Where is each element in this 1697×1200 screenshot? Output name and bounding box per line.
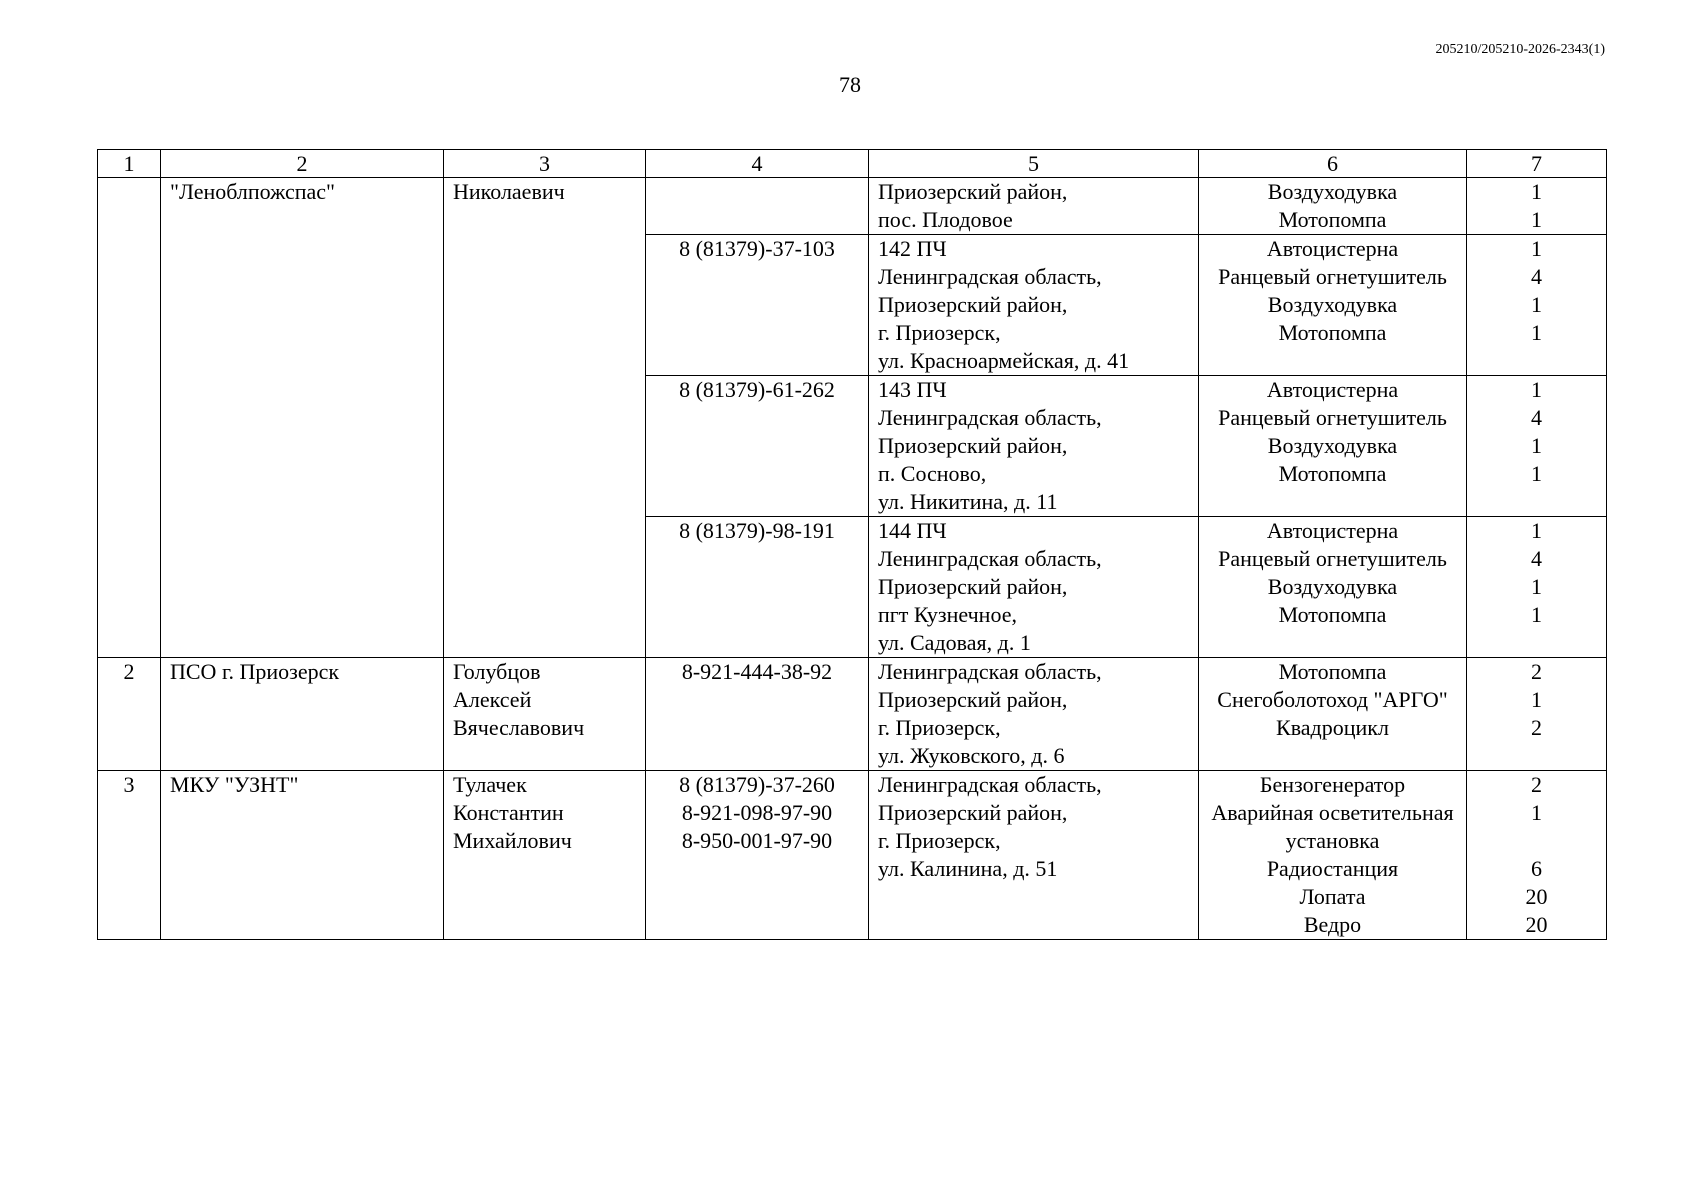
table-row — [98, 658, 1607, 771]
row-number: 3 — [123, 772, 135, 797]
address-line: ул. Красноармейская, д. 41 — [878, 348, 1130, 373]
count: 2 — [1531, 659, 1542, 684]
address-cell — [869, 771, 1199, 940]
address-line: Ленинградская область, — [878, 264, 1102, 289]
equipment-cell — [1199, 178, 1467, 235]
address-line: ул. Жуковского, д. 6 — [878, 743, 1065, 768]
header-cell: 2 — [161, 150, 444, 178]
equipment-item: Аварийная осветительная — [1211, 800, 1454, 825]
document-id: 205210/205210-2026-2343(1) — [1435, 42, 1605, 57]
count: 1 — [1531, 602, 1542, 627]
phone-cell — [646, 517, 869, 658]
table-row — [98, 178, 1607, 235]
row-number-cell — [98, 178, 161, 658]
equipment-item: Автоцистерна — [1266, 518, 1399, 543]
count: 1 — [1531, 292, 1542, 317]
count: 1 — [1531, 687, 1542, 712]
count: 1 — [1531, 800, 1542, 825]
equipment-item: Воздуходувка — [1267, 574, 1398, 599]
header-cell: 7 — [1467, 150, 1607, 178]
phone-cell — [646, 771, 869, 940]
org-name: "Леноблпожспас" — [170, 179, 335, 204]
person-cell — [444, 178, 646, 658]
equipment-cell — [1199, 658, 1467, 771]
count: 20 — [1525, 912, 1548, 937]
header-cell: 6 — [1199, 150, 1467, 178]
address-cell — [869, 517, 1199, 658]
org-name-cell — [161, 178, 444, 658]
phone: 8 (81379)-37-260 — [679, 772, 835, 797]
person-name: Константин — [453, 800, 564, 825]
equipment-item: Автоцистерна — [1266, 236, 1399, 261]
address-line: п. Сосново, — [878, 461, 987, 486]
address-line: г. Приозерск, — [878, 320, 1001, 345]
equipment-item: Мотопомпа — [1278, 461, 1387, 486]
phone: 8-921-098-97-90 — [681, 800, 833, 825]
count: 1 — [1531, 179, 1542, 204]
page-number: 78 — [839, 72, 861, 97]
count: 1 — [1531, 207, 1542, 232]
header-cell: 3 — [444, 150, 646, 178]
address-line: Приозерский район, — [878, 433, 1068, 458]
address-line: г. Приозерск, — [878, 715, 1001, 740]
address-line: Приозерский район, — [878, 574, 1068, 599]
address-line: Ленинградская область, — [878, 772, 1102, 797]
count: 4 — [1531, 405, 1542, 430]
count-spacer — [1467, 827, 1606, 855]
count: 2 — [1531, 772, 1542, 797]
person-name: Вячеславович — [453, 715, 585, 740]
equipment-table — [97, 149, 1607, 940]
address-line: 144 ПЧ — [878, 518, 947, 543]
count: 4 — [1531, 546, 1542, 571]
count: 1 — [1531, 236, 1542, 261]
address-line: Приозерский район, — [878, 800, 1068, 825]
count: 1 — [1531, 518, 1542, 543]
equipment-item: Ранцевый огнетушитель — [1218, 264, 1447, 289]
phone: 8-950-001-97-90 — [681, 828, 833, 853]
address-line: пгт Кузнечное, — [878, 602, 1017, 627]
table-row — [98, 771, 1607, 940]
person-cell — [444, 771, 646, 940]
address-line: Приозерский район, — [878, 687, 1068, 712]
count: 1 — [1531, 433, 1542, 458]
phone-cell — [646, 235, 869, 376]
equipment-item: Воздуходувка — [1267, 433, 1398, 458]
equipment-item: Лопата — [1299, 884, 1366, 909]
org-name-cell — [161, 771, 444, 940]
count-cell — [1467, 658, 1607, 771]
count-cell — [1467, 178, 1607, 235]
row-number-cell — [98, 771, 161, 940]
equipment-item: Ранцевый огнетушитель — [1218, 405, 1447, 430]
equipment-item: установка — [1285, 828, 1380, 853]
person-name: Михайлович — [453, 828, 572, 853]
count: 20 — [1525, 884, 1548, 909]
equipment-cell — [1199, 235, 1467, 376]
equipment-item: Ведро — [1303, 912, 1362, 937]
person-name: Алексей — [453, 687, 532, 712]
header-cell: 1 — [98, 150, 161, 178]
count-cell — [1467, 376, 1607, 517]
equipment-item: Квадроцикл — [1276, 715, 1389, 740]
count: 1 — [1531, 461, 1542, 486]
phone-cell — [646, 376, 869, 517]
phone: 8 (81379)-98-191 — [679, 518, 835, 543]
address-cell — [869, 235, 1199, 376]
equipment-cell — [1199, 517, 1467, 658]
equipment-item: Радиостанция — [1266, 856, 1399, 881]
header-cell: 4 — [646, 150, 869, 178]
address-line: Ленинградская область, — [878, 405, 1102, 430]
equipment-cell — [1199, 771, 1467, 940]
count-cell — [1467, 517, 1607, 658]
equipment-item: Воздуходувка — [1267, 292, 1398, 317]
phone-cell — [646, 178, 869, 235]
address-line: ул. Садовая, д. 1 — [878, 630, 1031, 655]
count: 1 — [1531, 574, 1542, 599]
org-name: МКУ "УЗНТ" — [170, 772, 299, 797]
equipment-item: Бензогенератор — [1259, 772, 1406, 797]
header-row — [98, 150, 1607, 178]
equipment-item: Воздуходувка — [1267, 179, 1398, 204]
address-cell — [869, 658, 1199, 771]
address-cell — [869, 376, 1199, 517]
address-line: 142 ПЧ — [878, 236, 947, 261]
address-line: г. Приозерск, — [878, 828, 1001, 853]
phone: 8 (81379)-37-103 — [679, 236, 835, 261]
address-line: Ленинградская область, — [878, 659, 1102, 684]
header-cell: 5 — [869, 150, 1199, 178]
org-name-cell — [161, 658, 444, 771]
person-name: Голубцов — [453, 659, 541, 684]
person-name: Тулачек — [453, 772, 527, 797]
person-name: Николаевич — [453, 179, 565, 204]
address-line: пос. Плодовое — [878, 207, 1013, 232]
address-cell — [869, 178, 1199, 235]
count-cell — [1467, 235, 1607, 376]
equipment-item: Автоцистерна — [1266, 377, 1399, 402]
row-number: 2 — [123, 659, 135, 684]
phone: 8 (81379)-61-262 — [679, 377, 835, 402]
address-line: Приозерский район, — [878, 292, 1068, 317]
phone: 8-921-444-38-92 — [681, 659, 833, 684]
count: 4 — [1531, 264, 1542, 289]
equipment-item: Снегоболотоход "АРГО" — [1217, 687, 1448, 712]
count: 2 — [1531, 715, 1542, 740]
equipment-item: Мотопомпа — [1278, 659, 1387, 684]
row-number-cell — [98, 658, 161, 771]
equipment-item: Мотопомпа — [1278, 207, 1387, 232]
count: 6 — [1531, 856, 1542, 881]
equipment-cell — [1199, 376, 1467, 517]
equipment-item: Ранцевый огнетушитель — [1218, 546, 1447, 571]
person-cell — [444, 658, 646, 771]
address-line: Приозерский район, — [878, 179, 1068, 204]
count-cell — [1467, 771, 1607, 940]
count: 1 — [1531, 377, 1542, 402]
address-line: Ленинградская область, — [878, 546, 1102, 571]
equipment-item: Мотопомпа — [1278, 602, 1387, 627]
phone-cell — [646, 658, 869, 771]
org-name: ПСО г. Приозерск — [170, 659, 340, 684]
count: 1 — [1531, 320, 1542, 345]
address-line: ул. Калинина, д. 51 — [878, 856, 1058, 881]
address-line: 143 ПЧ — [878, 377, 947, 402]
equipment-item: Мотопомпа — [1278, 320, 1387, 345]
address-line: ул. Никитина, д. 11 — [878, 489, 1058, 514]
